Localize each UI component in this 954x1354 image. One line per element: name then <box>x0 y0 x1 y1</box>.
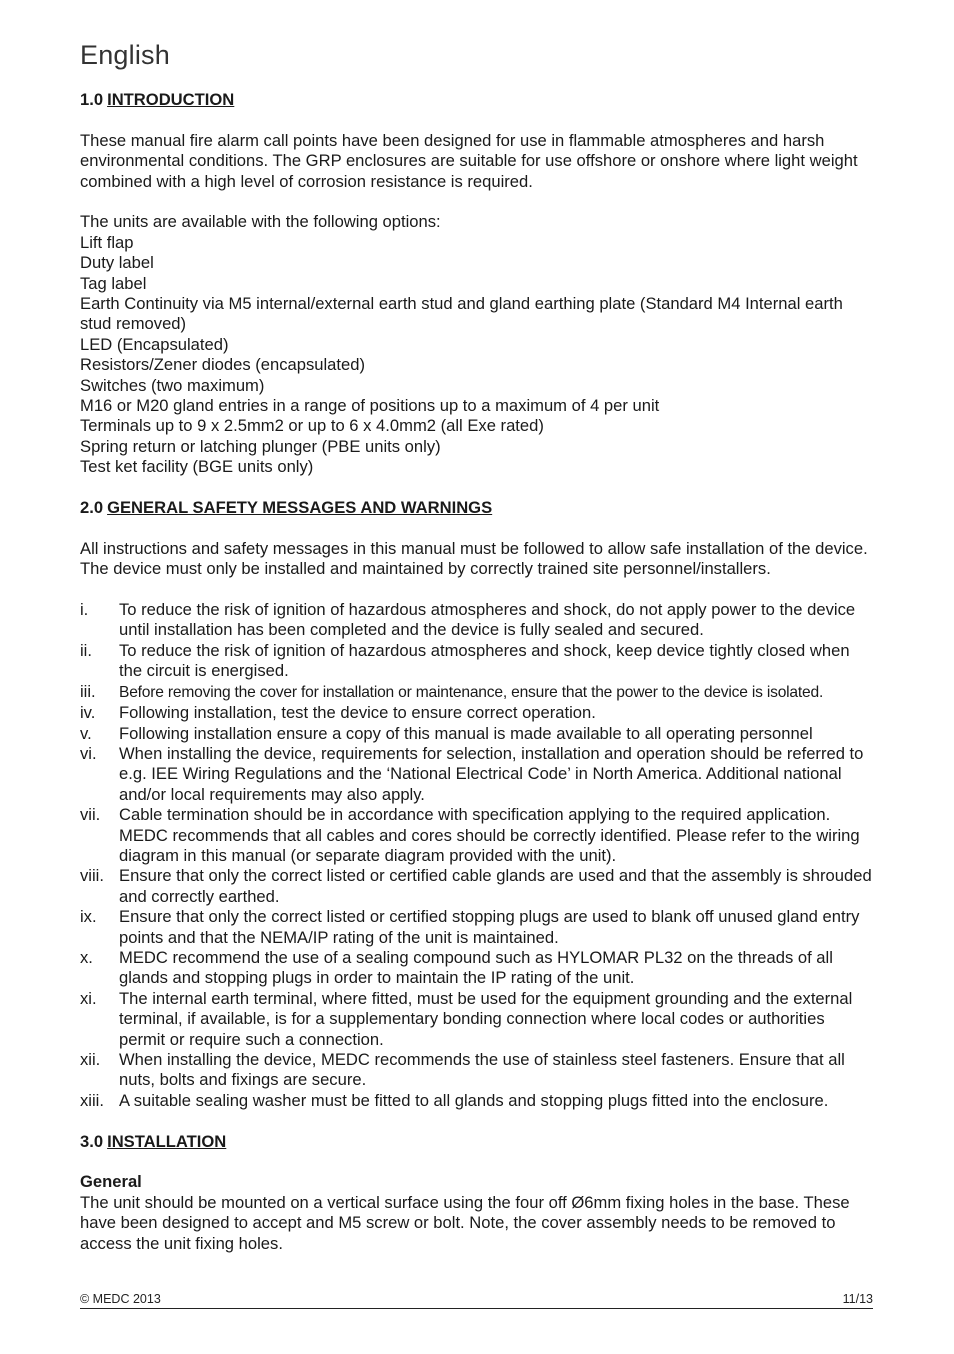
warning-item <box>80 948 873 989</box>
section-number: 2.0 <box>80 498 104 518</box>
list-item: Earth Continuity via M5 internal/external earth stud and gland earthing plate (Standard M4 Internal earth stud removed) <box>80 294 843 334</box>
subheading-general: General <box>80 1172 142 1192</box>
warning-text: MEDC recommend the use of a sealing compound such as HYLOMAR PL32 on the threads of all glands and stopping plugs in order to maintain the IP rating of the unit. <box>119 947 833 988</box>
list-item: Test ket facility (BGE units only) <box>80 457 314 477</box>
warning-text: Following installation ensure a copy of this manual is made available to all operating personnel <box>119 723 813 743</box>
warning-item <box>80 641 873 682</box>
warning-item <box>80 600 873 641</box>
list-item: Resistors/Zener diodes (encapsulated) <box>80 355 366 375</box>
section-title: INTRODUCTION <box>107 90 235 109</box>
warning-text: The internal earth terminal, where fitted, must be used for the equipment grounding and the external terminal, if available, is for a supplementary bonding connection where local codes or authorities permit or require such a connection. <box>119 988 853 1049</box>
item-marker: ix. <box>80 907 97 927</box>
section-title: INSTALLATION <box>107 1131 227 1151</box>
warning-item <box>80 744 873 805</box>
list-item: Spring return or latching plunger (PBE units only) <box>80 436 441 456</box>
item-marker: xiii. <box>80 1090 104 1110</box>
warning-item <box>80 1091 873 1111</box>
options-lead: The units are available with the following options: <box>80 212 441 232</box>
intro-paragraph: These manual fire alarm call points have been designed for use in flammable atmospheres and harsh environmental conditions. The GRP enclosures are suitable for use offshore or onshore where light weight combined with a high level of corrosion resistance is required. <box>80 130 858 191</box>
warning-text: Ensure that only the correct listed or certified stopping plugs are used to blank off unused gland entry points and that the NEMA/IP rating of the unit is maintained. <box>119 907 860 947</box>
warning-text: A suitable sealing washer must be fitted to all glands and stopping plugs fitted into the enclosure. <box>119 1090 829 1110</box>
warning-item <box>80 682 873 703</box>
section-number: 3.0 <box>80 1131 104 1151</box>
list-item: M16 or M20 gland entries in a range of positions up to a maximum of 4 per unit <box>80 396 660 416</box>
item-marker: x. <box>80 947 93 967</box>
warning-text: Before removing the cover for installation or maintenance, ensure that the power to the device is isolated. <box>119 683 824 701</box>
item-marker: vii. <box>80 805 101 825</box>
section-heading-introduction <box>80 90 873 110</box>
list-item: Switches (two maximum) <box>80 375 265 395</box>
warning-item <box>80 1050 873 1091</box>
item-marker: iii. <box>80 681 96 701</box>
warning-item <box>80 866 873 907</box>
safety-paragraph: All instructions and safety messages in this manual must be followed to allow safe installation of the device. The device must only be installed and maintained by correctly trained site personnel/installers. <box>80 538 868 579</box>
item-marker: vi. <box>80 743 97 763</box>
warning-item <box>80 724 873 744</box>
warning-text: When installing the device, requirements for selection, installation and operation should be referred to e.g. IEE Wiring Regulations and the ‘National Electrical Code’ in North America. Additional national and/or local requirements may also apply. <box>119 743 864 804</box>
warning-text: To reduce the risk of ignition of hazardous atmospheres and shock, do not apply power to the device until installation has been completed and the device is fully sealed and secured. <box>119 600 856 640</box>
warning-item <box>80 907 873 948</box>
item-marker: v. <box>80 723 92 743</box>
warning-item <box>80 805 873 866</box>
item-marker: xi. <box>80 988 97 1008</box>
warning-text: Following installation, test the device to ensure correct operation. <box>119 703 596 723</box>
section-heading-installation <box>80 1132 873 1152</box>
copyright-text: © MEDC 2013 <box>80 1292 161 1306</box>
section-title: GENERAL SAFETY MESSAGES AND WARNINGS <box>107 498 493 518</box>
item-marker: i. <box>80 600 89 620</box>
warning-text: Cable termination should be in accordance with specification applying to the required application. MEDC recommends that all cables and cores should be correctly identified. Please refer to the wiring diagram in this manual (or separate diagram provided with the unit). <box>119 805 860 865</box>
list-item: Duty label <box>80 253 154 273</box>
language-title: English <box>80 40 170 70</box>
warning-text: To reduce the risk of ignition of hazardous atmospheres and shock, keep device tightly closed when the circuit is energised. <box>119 640 850 681</box>
list-item: LED (Encapsulated) <box>80 334 229 354</box>
page-number: 11/13 <box>842 1292 873 1306</box>
footer-rule <box>80 1308 873 1309</box>
item-marker: xii. <box>80 1050 101 1070</box>
options-list <box>80 233 873 478</box>
item-marker: ii. <box>80 640 92 660</box>
installation-paragraph: The unit should be mounted on a vertical surface using the four off Ø6mm fixing holes in the base. These have been designed to accept and M5 screw or bolt. Note, the cover assembly needs to be removed to access the unit fixing holes. <box>80 1192 850 1253</box>
list-item: Terminals up to 9 x 2.5mm2 or up to 6 x 4.0mm2 (all Exe rated) <box>80 416 544 436</box>
section-number: 1.0 <box>80 90 104 109</box>
warning-text: When installing the device, MEDC recommends the use of stainless steel fasteners. Ensure that all nuts, bolts and fixings are secure. <box>119 1050 845 1090</box>
warning-item <box>80 989 873 1050</box>
warnings-list <box>80 600 873 1111</box>
list-item: Tag label <box>80 273 147 293</box>
document-body <box>80 90 873 1254</box>
section-heading-safety <box>80 498 873 518</box>
warning-text: Ensure that only the correct listed or certified cable glands are used and that the assembly is shrouded and correctly earthed. <box>119 866 872 906</box>
item-marker: iv. <box>80 703 96 723</box>
item-marker: viii. <box>80 866 104 886</box>
warning-item <box>80 703 873 723</box>
list-item: Lift flap <box>80 232 134 252</box>
